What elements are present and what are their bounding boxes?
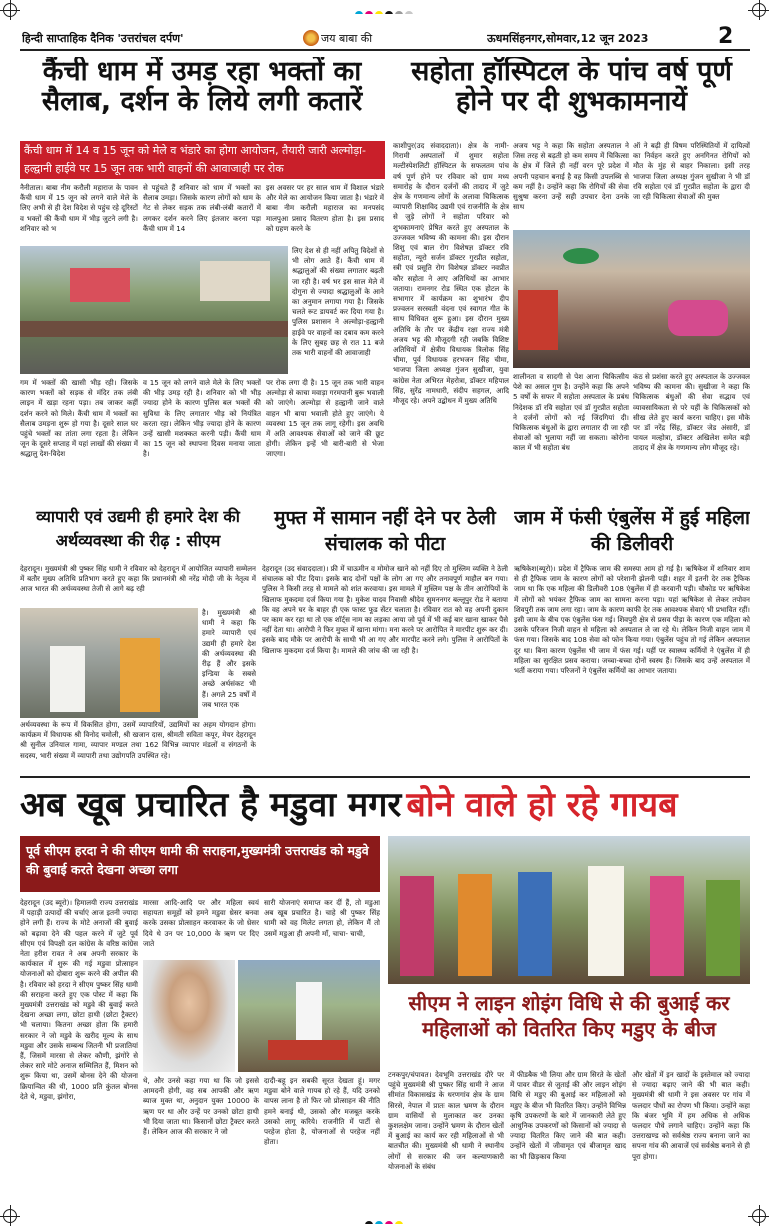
a6-col3: सारी योजनाएं समाप्त कर दीं हैं, तो मडुआ अब खूब प्रचारित है। चाहे श्री पुष्कर सिंह धामी को वह मिलेट लगता हो, लेकिन मैं तो उसमें मडुआ ही अपनी माँ, चाचा- चाची, <box>264 898 380 938</box>
a1-photo <box>20 246 288 374</box>
a6-headline: पूर्व सीएम हरदा ने की सीएम धामी की सराहना,मुख्यमंत्री उत्तराखंड को मडुवे की बुवाई करते देखना अच्छा लगा <box>20 836 380 892</box>
a7-headline: सीएम ने लाइन शोइंग विधि से की बुआई कर महिलाओं को वितरित किए मडुए के बीज <box>408 991 730 1041</box>
a7-col1: टनकपुर/चंपावत। देवभूमि उत्तराखंड दौरे पर पहुंचे मुख्यमंत्री श्री पुष्कर सिंह धामी ने आज सीमांत विकासखंड के धरणगांव क्षेत्र के ग्राम सिरसे, नेपाल में प्रातः काल भ्रमण के दौरान ग्राम वासियों से मुलाकात कर उनका कुशलक्षेम जाना। उन्होंने भ्रमण के दौरान खेतों में बुआई का कार्य कर रही महिलाओं से भी बातचीत की। मुख्यमंत्री श्री धामी ने स्थानीय लोगों से सरकार की जन कल्याणकारी योजनाओं के संबंध <box>388 1070 504 1171</box>
a1-col2: से पहुंचते हैं शनिवार को धाम में भक्तों का सैलाब उमड़ा। जिसके कारण लोगों को धाम के गेट से लेकर सड़क तक लंबी-लंबी कतारों में लगकर दर्शन करने लिए इंतजार करना पड़ा कैंची धाम में 14 <box>143 183 261 233</box>
a2-headline: सहोता हॉस्पिटल के पांच वर्ष पूर्ण होने पर दी शुभकामनायें <box>411 57 732 118</box>
registration-mark-icon <box>3 3 17 17</box>
banner-part2: बोने वाले हो रहे गायब <box>406 785 678 825</box>
a7-photo <box>388 836 750 984</box>
masthead-center: जय बाबा की <box>321 32 373 45</box>
page-number: 2 <box>718 24 734 49</box>
a1-col1b: गम में भक्तों की खासी भीड़ रही। जिसके कारण भक्तों को सड़क से मंदिर तक लंबी लाइन में खड़ा रहना पड़ा। तब जाकर कहीं दर्शन करने को मिले। कैंची धाम में भक्तों का सैलाब उमड़ना शुरू हो गया है। दूसरे साल घर पहुंचे भक्तों का तांता लगा रहता है। लेकिन जून के दूसरे सप्ताह में यहां लाखों की संख्या में श्रद्धालु देश-विदेश <box>20 378 138 459</box>
a1-col3a: इस अवसर पर हर साल धाम में विशाल भंडारे और मेले का आयोजन किया जाता है। भंडारे में बाबा नीम करौली महाराज का मनपसंद मालपुआ प्रसाद वितरण होता है। इस प्रसाद को ग्रहण करने के <box>266 183 384 233</box>
a4-body: देहरादून (उद संवाददाता)। फ्री में चाऊमीन व मोमोज खाने को नहीं दिए तो मुस्लिम व्यक्ति ने ठेली संचालक को पीट दिया। इसके बाद दोनों पक्षों के लोग आ गए और तनावपूर्ण माहौल बन गया। पुलिस ने किसी तरह से मामले को शांत करवाया। इस मामले में मुस्लिम पक्ष के तीन आरोपियों के खिलाफ मुकदमा दर्ज किया गया है। मुकेश यादव निवासी श्रीदेव सुमननगर बल्लूपुर रोड ने बताया कि वह अपने घर के बाहर ही एक फास्ट फूड सेंटर चलाता है। रविवार रात को वह अपनी दुकान पर काम कर रहा था तो एक शॉर्ट्स नाम का लड़का आया जो पूर्व में भी कई बार खाना खाकर पैसे नहीं देता था। आरोपी ने फिर मुफ्त में खाना मांगा। मना करने पर आरोपित ने मारपीट शुरू कर दी। इसके बाद मौके पर आरोपी के साथी भी आ गए और मारपीट करने लगे। पुलिस ने आरोपितों के खिलाफ मुकदमा दर्ज किया है। मामले की जांच की जा रही है। <box>262 564 508 655</box>
masthead-rule <box>20 49 750 51</box>
masthead-paper: हिन्दी साप्ताहिक दैनिक 'उत्तरांचल दर्पण' <box>22 32 184 45</box>
banner-rule <box>20 776 750 778</box>
registration-mark-icon <box>752 1209 766 1223</box>
a2-col1: काशीपुर(उद संवाददाता)। क्षेत्र के नामी-गिरामी अस्पतालों में शुमार सहोता मल्टीस्पेशलिटी हॉस्पिटल के सफलतम पांच वर्ष पूर्ण होने पर रविवार को ग्राम मध्य समारोह के दौरान दर्जनों की तादाद में जुटे क्षेत्र के गणमान्य लोगों के अलावा चिकित्सक व्यापारी शिक्षाविद उद्यमी एवं राजनीति के क्षेत्र से जुड़े लोगों ने सहोता परिवार को शुभकामनाएं प्रेषित करते हुए अस्पताल के उज्जवल भविष्य की कामना की। इस दौरान शिशु एवं बाल रोग विशेषज्ञ डॉक्टर रवि सहोता, न्यूरो सर्जन डॉक्टर गुरप्रीत सहोता, स्त्री एवं प्रसूति रोग विशेषज्ञ डॉक्टर नवप्रीत कौर सहोता ने आए अतिथियों का आभार जताया। रामनगर रोड स्थित एक होटल के सभागार में कार्यक्रम का शुभारंभ दीप प्रज्वलन सरस्वती वंदना एवं स्वागत गीत के साथ विधिवत शुरू हुआ। इस दौरान मुख्य अतिथि के तौर पर केंद्रीय रक्षा राज्य मंत्री अजय भट्ट की मौजूदगी रही जबकि विशिष्ट अतिथियों में क्षेत्रीय विधायक त्रिलोक सिंह चीमा, पूर्व विधायक हरभजन सिंह चीमा, भाजपा जिला अध्यक्ष गुंजन सुखीजा, युवा कांग्रेस नेता अभिरत मेहरोत्रा, डॉक्टर महिपाल सिंह, सुरेंद्र नामधारी, संदीप सहगल, आदि मौजूद रहे। अपने उद्बोधन में मुख्य अतिथि <box>393 141 509 406</box>
a2-photo <box>513 230 750 368</box>
a5-headline: जाम में फंसी एंबुलेंस में हुई महिला की डिलीवरी <box>514 507 750 555</box>
a6-photo-portrait <box>143 960 235 1072</box>
a1-col2b: व 15 जून को लगने वाले मेले के लिए भक्तों की भीड़ उमड़ रही है। शनिवार को भी भीड़ ज्यादा होने के कारण पुलिस बल भक्तों की सुविधा के लिए लगातार भीड़ को नियंत्रित करता रहा। लेकिन भीड़ ज्यादा होने के कारण उन्हें खासी मशक्कत करनी पड़ी। कैंची धाम का 15 जून को स्थापना दिवस मनाया जाता है। <box>143 378 261 459</box>
a2-col2b: शालीनता व सादगी से पेश आना चिकित्सीय पेशे का असल गुण है। उन्होंने कहा कि अपने 5 वर्षों के सफर में सहोता अस्पताल के प्रबंध निदेशक डॉ रवि सहोता एवं डॉ गुरप्रीत सहोता ने दर्जनों लोगों को नई जिंदगियां दी। चिकित्सक बंधुओं के द्वारा लगातार दी जा रही सेवाओं को भुलाया नहीं जा सकता। कोरोना काल में भी सहोता बंध <box>513 372 629 453</box>
a6-col2: मारसा आदि-आदि पर और महिला स्वयं सहायता समूहों को हमने मडुवा थ्रेसर बनवा करके उसका प्रोत्साहन करवाकर के जो थ्रेसर दिये थे उन पर 10,000 के ऋण पर दिए जाते <box>143 898 259 948</box>
a3-side: है। मुख्यमंत्री श्री धामी ने कहा कि हमारे व्यापारी एवं उद्यमी ही हमारे देश की अर्थव्यवस्था की रीढ़ हैं और इसके इन्डिया के सबसे अच्छे अर्थसंकट भी हैं। अगले 25 वर्षों में जब भारत एक <box>202 608 256 709</box>
a1-deck: कैंची धाम में 14 व 15 जून को मेले व भंडारे का होगा आयोजन, तैयारी जारी अल्मोड़ा-हल्द्वानी हाईवे पर 15 जून तक भारी वाहनों की आवाजाही पर रोक <box>20 141 385 179</box>
a5-body: ऋषिकेश(ब्यूरो)। प्रदेश में ट्रैफिक जाम की समस्या आम हो गई है। ऋषिकेश में शनिवार शाम से ही ट्रैफिक जाम के कारण लोगों को परेशानी झेलनी पड़ी। शहर में इतनी देर तक ट्रैफिक जाम था कि एक महिला की डिलीवरी 108 एंबुलेंस में ही करवानी पड़ी। चौकोड पर ऋषिकेश में लोगों को भयंकर ट्रैफिक जाम का सामना करना पड़ा। यहां ऋषिकेश से लेकर तपोवन शिवपुरी तक जाम लगा रहा। जाम के कारण काफी देर तक आवश्यक सेवाएं भी प्रभावित रहीं। इसी जाम के बीच एक एंबुलेंस फंस गई। शिवपुरी क्षेत्र से प्रसव पीड़ा के कारण एक महिला को उसके परिजन निजी वाहन से महिला को अस्पताल ले जा रहे थे। लेकिन निजी वाहन जाम में फंस गया। जिसके बाद 108 सेवा को फोन किया गया। एंबुलेंस पहुंच तो गई लेकिन अस्पताल दूर था। बिना कारण एंबुलेंस भी जाम में फंस गई। यहीं पर स्वास्थ्य कर्मियों ने एंबुलेंस में ही महिला का सुरक्षित प्रसव कराया। जच्चा-बच्चा दोनों स्वस्थ हैं। जिसके बाद उन्हें अस्पताल में भर्ती कराया गया। परिजनों ने एंबुलेंस कर्मियों का आभार जताया। <box>514 564 750 676</box>
registration-mark-icon <box>752 3 766 17</box>
a2-col3: ऑ ने बढ़ी ही विषम परिस्थितियों में दायित्वों का निर्वहन करते हुए अनगिनत रोगियों को मौत के मुंह से बाहर निकाला। इसी तरह भाजपा जिला अध्यक्ष गुंजन सुखीजा ने भी डॉ रवि सहोता एवं डॉ गुरप्रीत सहोता के द्वारा दी जा रही चिकित्सा सेवाओं की मुक्त <box>633 141 750 202</box>
a3-headline: व्यापारी एवं उद्यमी ही हमारे देश की अर्थव्यवस्था की रीढ़ : सीएम <box>36 507 240 550</box>
deity-emblem-icon <box>303 30 319 46</box>
a1-headline: कैंची धाम में उमड़ रहा भक्तों का सैलाब, दर्शन के लिये लगी कतारें <box>41 57 363 118</box>
color-dots-icon <box>330 4 440 14</box>
a6-col3b: दादी-बहू इन सबकी सूरत देखता हूं। मगर मडुवा बोने वाले गायब हो रहे हैं, यदि उनको वापस लाना है तो फिर जो प्रोत्साहन की नीति हमने बनाई थी, उसको और मजबूत करके उसको लागू करिये। राजनीति में पार्टी से परहेज होता है, योजनाओं से परहेज नहीं होता। <box>264 1076 380 1147</box>
a6-col1: देहरादून (उद ब्यूरो)। हिमालयी राज्य उत्तराखंड में पहाड़ी उत्पादों की चर्चाएं आज इतनी ज्यादा होने लगी हैं। राज्य के मोटे अनाजों की बुवाई को बढ़ावा देने की पहल करने में जुटे पूर्व सीएम एवं विपक्षी दल कांग्रेस के वरिष्ठ कांग्रेस नेता हरीश रावत ने अब अपनी सरकार के कार्यकाल में शुरू की गई मडुवा प्रोत्साहन योजनाओं को दोबारा शुरू करने की अपील की है। रविवार को हरदा ने सीएम पुष्कर सिंह धामी की सराहना करते हुए एक पोस्ट में कहा कि मुख्यमंत्री उत्तराखंड को मडुवे की बुवाई करते देखना अच्छा लगा, छोटा हाथी (छोटा ट्रैक्टर) भी चलाया। कितना अच्छा होता कि हमारी सरकार ने जो मडुवे के खरीद मूल्य के साथ मडुवा और उसके सम्बन्ध जितनी भी प्रजातियां हैं, जिसमें मारसा से लेकर कौणी, झंगोरे से लेकर सारे मोटे अनाज सम्मिलित हैं, मिशन को शुरू किया था, उसमें बोनस देने की योजना क्रियान्वित की थी, 1000 प्रति कुंतल बोनस देते थे, मडुवा, झंगोरा, <box>20 898 138 1101</box>
a1-col3b: लिए देश से ही नहीं अपितु विदेशों से भी लोग आते हैं। कैंची धाम में श्रद्धालुओं की संख्या लगातार बढ़ती जा रही है। वर्ष भर इस साल मेले में दोगुना से ज्यादा श्रद्धालुओं के आने का अनुमान लगाया गया है। जिसके चलते रूट डायवर्ट कर दिया गया है। पुलिस प्रशासन ने अल्मोड़ा-हल्द्वानी हाईवे पर वाहनों का दबाव कम करने के लिए सुबह छह से रात 11 बजे तक भारी वाहनों की आवाजाही <box>292 246 384 358</box>
a1-col3c: पर रोक लगा दी है। 15 जून तक भारी वाहन अल्मोड़ा से काचा मवाड़ा गरमपानी बुरू भवाली को जाएंगे। अल्मोड़ा से हल्द्वानी जाने वाले वाहन भी बाया भवाली होते हुए जाएंगे। ये व्यवस्था 15 जून तक लागू रहेगी। इस अवधि में अति आवश्यक सेवाओं को जाने की छूट होगी। लेकिन इन्हें भी बारी-बारी से भेजा जाएगा। <box>266 378 384 459</box>
registration-mark-icon <box>3 1209 17 1223</box>
a2-col3b: कंठ से प्रशंसा करते हुए अस्पताल के उज्जवल भविष्य की कामना की। सुखीजा ने कहा कि चिकित्सक बंधुओं की सेवा सद्भाव एवं व्यावसायिकता से परे यहीं के चिकित्सकों को सीख लेते हुए कार्य करना चाहिए। इस मौके पर डॉ नरेंद्र सिंह, डॉक्टर जेड अंसारी, डॉ पायल मल्होत्रा, डॉक्टर अखिलेश समेत बड़ी तादाद में क्षेत्र के गणमान्य लोग मौजूद रहे। <box>633 372 750 453</box>
a3-bottom: अर्थव्यवस्था के रूप में विकसित होगा, उसमें व्यापारियों, उद्यमियों का अहम योगदान होगा। कार्यक्रम में विधायक श्री विनोद चमोली, श्री खजान दास, श्रीमती सविता कपूर, मेयर देहरादून श्री सुनील उनियाल गामा, व्यापार मण्डल तथा 162 विभिन्न व्यापार मंडलों व संगठनों के सदस्य, भारी संख्या में व्यापारी तथा उद्योगपति उपस्थित रहे। <box>20 720 256 760</box>
banner-part1: अब खूब प्रचारित है मडुवा मगर <box>20 785 402 825</box>
a1-col1: नैनीताल। बाबा नीम करौली महाराज के पावन कैंची धाम में 15 जून को लगने वाले मेले के लिए अभी से ही देश विदेश से पहुंच रहे दूरिस्टों व भक्तों की कैंची धाम में भीड़ जुटने लगी है। शनिवार को भ <box>20 183 138 233</box>
a3-photo <box>20 608 198 718</box>
masthead-dateline: ऊधमसिंहनगर,सोमवार,12 जून 2023 <box>487 32 649 45</box>
a2-col2: अजय भट्ट ने कहा कि सहोता अस्पताल ने जिस तरह से बढ़ती हो कम समय में चिकित्सा के क्षेत्र में जिले ही नहीं वरन पूरे प्रदेश में अपनी पहचान बनाई है वह किसी उपलब्धि से कम नहीं है। उन्होंने कहा कि रोगियों की सेवा सुश्रुषा करना उन्हें सही उपचार देना उनके साथ <box>513 141 629 212</box>
a6-photo-field <box>238 960 380 1072</box>
a3-intro: देहरादून। मुख्यमंत्री श्री पुष्कर सिंह धामी ने रविवार को देहरादून में आयोजित व्यापारी सम्मेलन में बतौर मुख्य अतिथि प्रतिभाग करते हुए कहा कि प्रधानमंत्री श्री नरेंद्र मोदी जी के नेतृत्व में आज भारत की अर्थव्यवस्था तेजी से आगे बढ़ रही <box>20 564 256 594</box>
banner-headline <box>20 779 750 831</box>
a6-col2b: थे, और उनसे कहा गया था कि जो इससे आमदनी होगी, वह सब आपकी और ऋण ब्याज मुक्त था, अनुदान युक्त 10000 के ऋण पर था और उन्हें पर उनको छोटा हाथी भी दिया जाता था। किसानों छोटा ट्रैक्टर करते हैं। लेकिन आज की सरकार ने जो <box>143 1076 259 1137</box>
a7-col2: में फीडबैक भी लिया और ग्राम सिरते के खेतों में पावर वीडर से जुताई की और लाइन शोइंग विधि से मडुए की बुआई कर महिलाओं को मडुए के बीज भी वितरित किए। उन्होंने विभिन्न कृषि उपकरणों के बारे में जानकारी लेते हुए आधुनिक उपकरणों को किसानों को ज्यादा से ज्यादा वितरित किए जाने की बात कही। उन्होंने खेतों में जीवामृत एवं बीजामृत खाद का भी छिड़काव किया <box>510 1070 626 1161</box>
a4-headline: मुफ्त में सामान नहीं देने पर ठेली संचालक को पीटा <box>274 507 496 555</box>
a7-col3: और खेतों में इन खादों के इस्तेमाल को ज्यादा से ज्यादा बढ़ाए जाने की भी बात कही। मुख्यमंत्री श्री धामी ने इस अवसर पर गांव में फलदार पौधों का रोपण भी किया। उन्होंने कहा कि बंजर भूमि में हम अधिक से अधिक फलदार पौधे लगाने चाहिए। उन्होंने कहा कि उत्तराखण्ड को सर्वश्रेष्ठ राज्य बनाना जाने का सपना गांव की आवाजें एवं सर्वश्रेष्ठ बनाने से ही पूरा होगा। <box>632 1070 750 1161</box>
color-dots-icon <box>330 1214 440 1224</box>
